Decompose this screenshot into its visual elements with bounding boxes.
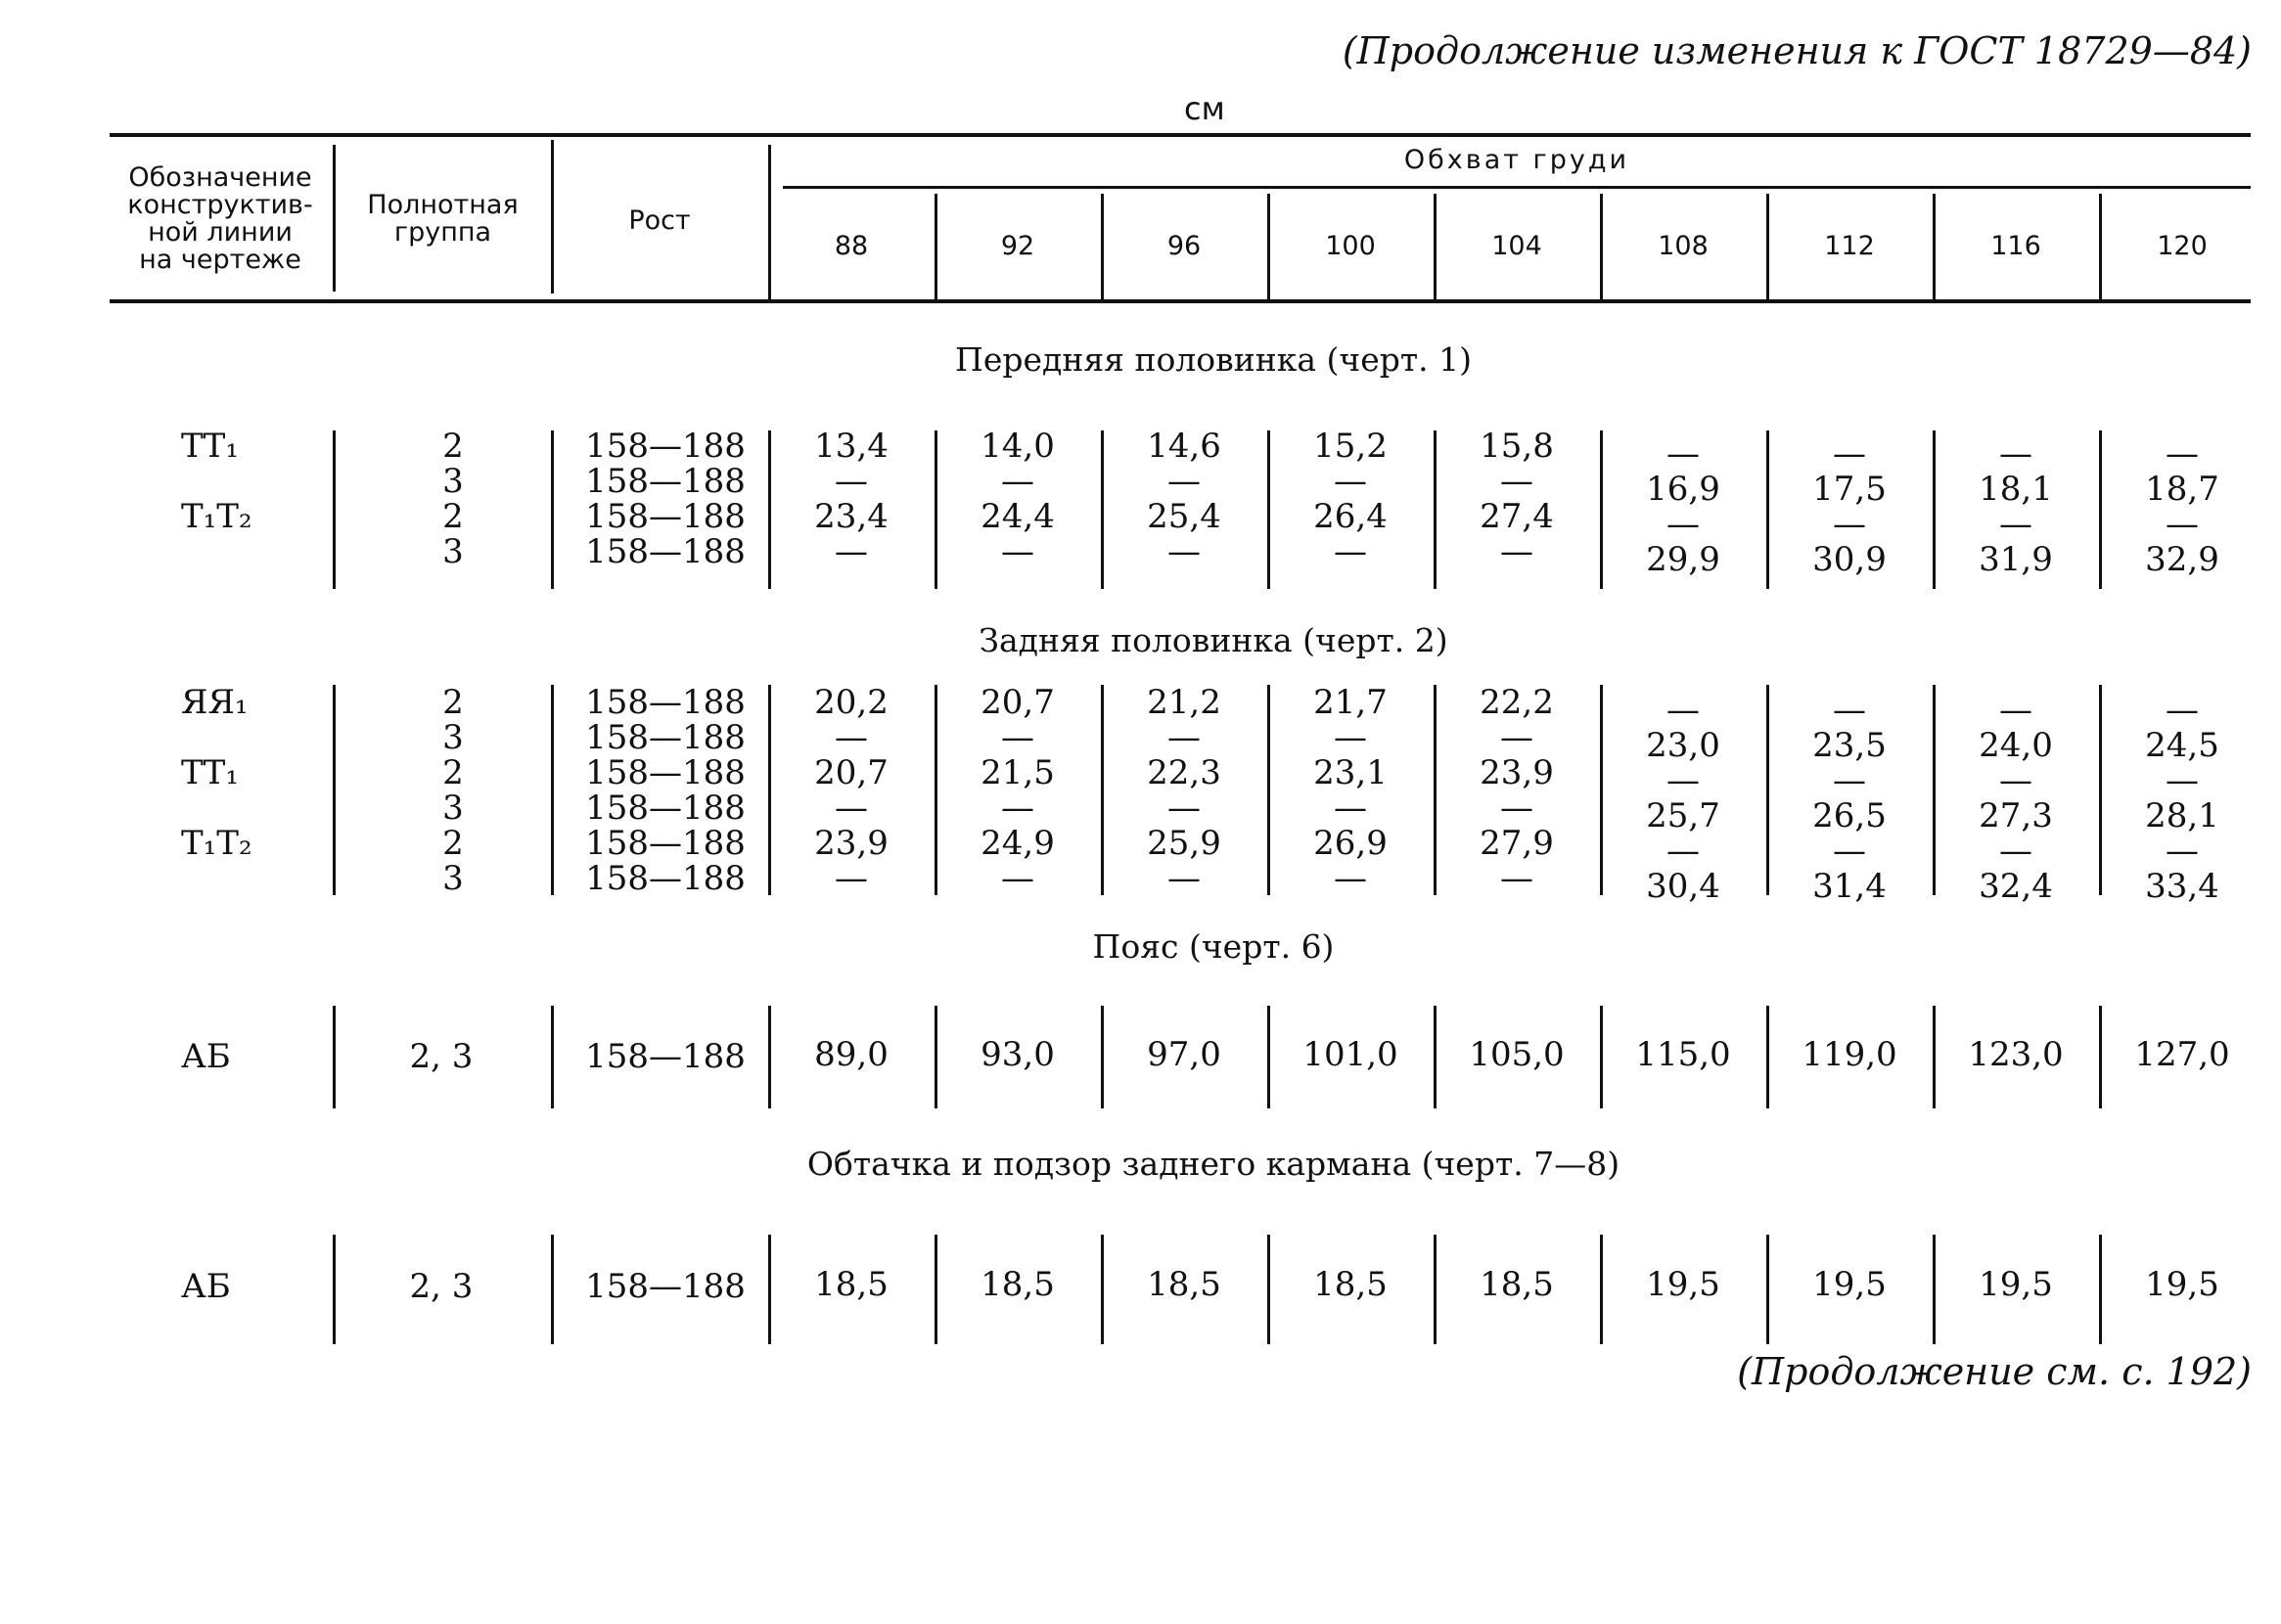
- value-cell: 22,3: [1147, 753, 1221, 792]
- value-cell: 31,4: [1812, 867, 1887, 906]
- size-header-96: 96: [1166, 231, 1202, 261]
- value-cell: 26,9: [1313, 824, 1388, 863]
- front-half-divider: [1766, 430, 1769, 589]
- header-bottom-rule: [110, 299, 2251, 303]
- unit-label: см: [1184, 90, 1225, 127]
- value-cell: —: [2166, 505, 2199, 544]
- back-half-divider: [1101, 685, 1104, 895]
- value-cell: —: [1500, 532, 1533, 571]
- value-cell: —: [1833, 832, 1866, 871]
- back-half-divider: [1267, 685, 1270, 895]
- value-cell: —: [1167, 859, 1201, 898]
- value-cell: 25,7: [1646, 796, 1720, 835]
- value-cell: —: [1999, 691, 2032, 730]
- continuation-note: (Продолжение изменения к ГОСТ 18729—84): [1342, 29, 2252, 72]
- value-cell: 101,0: [1302, 1035, 1398, 1074]
- section-title-front-half: Передняя половинка (черт. 1): [955, 340, 1472, 379]
- value-cell: —: [1001, 718, 1034, 757]
- height-range: 158—188: [585, 753, 746, 792]
- front-half-divider: [333, 430, 336, 589]
- front-half-divider: [768, 430, 771, 589]
- value-cell: 18,1: [1979, 470, 2053, 509]
- value-cell: —: [1167, 718, 1201, 757]
- size-header-108: 108: [1658, 231, 1709, 261]
- row-label: ТТ₁: [181, 753, 239, 792]
- value-cell: —: [2166, 832, 2199, 871]
- value-cell: 24,5: [2145, 726, 2219, 765]
- height-range: 158—188: [585, 718, 746, 757]
- value-cell: —: [1999, 832, 2032, 871]
- value-cell: 30,4: [1646, 867, 1720, 906]
- section-title-pocket-facing: Обтачка и подзор заднего кармана (черт. 7—8): [806, 1145, 1620, 1183]
- value-cell: 18,5: [1147, 1265, 1221, 1304]
- height-range: 158—188: [585, 427, 746, 466]
- front-half-divider: [1267, 430, 1270, 589]
- height-range: 158—188: [585, 462, 746, 501]
- pocket-facing-divider: [1267, 1235, 1270, 1344]
- value-cell: —: [1999, 434, 2032, 474]
- row-label: Т₁Т₂: [181, 497, 252, 536]
- value-cell: 27,4: [1480, 497, 1554, 536]
- size-header-112: 112: [1824, 231, 1875, 261]
- value-cell: 23,5: [1812, 726, 1887, 765]
- fullness-group: 3: [442, 859, 464, 898]
- value-cell: —: [2166, 691, 2199, 730]
- value-cell: 23,0: [1646, 726, 1720, 765]
- value-cell: 23,4: [814, 497, 889, 536]
- value-cell: —: [835, 718, 868, 757]
- value-cell: —: [1001, 859, 1034, 898]
- value-cell: 23,1: [1313, 753, 1388, 792]
- section-title-belt: Пояс (черт. 6): [1092, 927, 1335, 966]
- belt-divider: [1600, 1006, 1603, 1108]
- value-cell: —: [835, 789, 868, 828]
- value-cell: 18,5: [1313, 1265, 1388, 1304]
- value-cell: 119,0: [1802, 1035, 1897, 1074]
- front-half-divider: [551, 430, 554, 589]
- value-cell: 25,4: [1147, 497, 1221, 536]
- fullness-group: 2, 3: [409, 1267, 474, 1306]
- pocket-facing-divider: [1101, 1235, 1104, 1344]
- back-half-divider: [1933, 685, 1936, 895]
- value-cell: 15,8: [1480, 427, 1554, 466]
- belt-divider: [333, 1006, 336, 1108]
- value-cell: —: [1833, 691, 1866, 730]
- section-title-back-half: Задняя половинка (черт. 2): [979, 621, 1448, 659]
- value-cell: 32,4: [1979, 867, 2053, 906]
- fullness-group: 2: [442, 683, 464, 722]
- height-range: 158—188: [585, 532, 746, 571]
- header-height: Рост: [628, 205, 691, 236]
- header-divider: [551, 140, 554, 293]
- value-cell: 89,0: [814, 1035, 889, 1074]
- value-cell: 21,7: [1313, 683, 1388, 722]
- value-cell: 24,4: [981, 497, 1055, 536]
- value-cell: —: [1666, 505, 1700, 544]
- value-cell: —: [1334, 462, 1367, 501]
- pocket-facing-divider: [2099, 1235, 2102, 1344]
- value-cell: 27,3: [1979, 796, 2053, 835]
- row-label: ЯЯ₁: [181, 683, 249, 722]
- value-cell: —: [1001, 462, 1034, 501]
- value-cell: —: [1833, 434, 1866, 474]
- value-cell: 19,5: [1646, 1265, 1720, 1304]
- belt-divider: [1101, 1006, 1104, 1108]
- fullness-group: 3: [442, 462, 464, 501]
- chest-girth-rule: [783, 186, 2251, 189]
- back-half-divider: [333, 685, 336, 895]
- value-cell: 13,4: [814, 427, 889, 466]
- value-cell: 93,0: [981, 1035, 1055, 1074]
- value-cell: 33,4: [2145, 867, 2219, 906]
- pocket-facing-divider: [551, 1235, 554, 1344]
- header-chest-girth: Обхват груди: [1403, 145, 1630, 175]
- footer-note: (Продолжение см. с. 192): [1737, 1350, 2252, 1393]
- value-cell: 18,5: [981, 1265, 1055, 1304]
- pocket-facing-divider: [935, 1235, 937, 1344]
- value-cell: —: [1833, 505, 1866, 544]
- value-cell: —: [835, 859, 868, 898]
- value-cell: —: [1666, 761, 1700, 800]
- fullness-group: 3: [442, 532, 464, 571]
- value-cell: 24,0: [1979, 726, 2053, 765]
- value-cell: 105,0: [1469, 1035, 1565, 1074]
- value-cell: 22,2: [1480, 683, 1554, 722]
- height-range: 158—188: [585, 824, 746, 863]
- back-half-divider: [551, 685, 554, 895]
- header-designation: Обозначение конструктив- ной линии на чертеже: [127, 162, 313, 275]
- belt-divider: [935, 1006, 937, 1108]
- pocket-facing-divider: [768, 1235, 771, 1344]
- value-cell: —: [1666, 434, 1700, 474]
- height-range: 158—188: [585, 1267, 746, 1306]
- value-cell: 18,7: [2145, 470, 2219, 509]
- belt-divider: [1933, 1006, 1936, 1108]
- value-cell: 18,5: [1480, 1265, 1554, 1304]
- fullness-group: 2: [442, 824, 464, 863]
- value-cell: 21,5: [981, 753, 1055, 792]
- fullness-group: 3: [442, 789, 464, 828]
- value-cell: —: [2166, 434, 2199, 474]
- belt-divider: [2099, 1006, 2102, 1108]
- front-half-divider: [935, 430, 937, 589]
- value-cell: 28,1: [2145, 796, 2219, 835]
- front-half-divider: [1933, 430, 1936, 589]
- height-range: 158—188: [585, 859, 746, 898]
- value-cell: 23,9: [814, 824, 889, 863]
- value-cell: —: [1500, 718, 1533, 757]
- value-cell: 97,0: [1147, 1035, 1221, 1074]
- size-header-116: 116: [1990, 231, 2041, 261]
- pocket-facing-divider: [1600, 1235, 1603, 1344]
- back-half-divider: [935, 685, 937, 895]
- value-cell: —: [1167, 789, 1201, 828]
- front-half-divider: [1101, 430, 1104, 589]
- value-cell: —: [1833, 761, 1866, 800]
- height-range: 158—188: [585, 1037, 746, 1076]
- fullness-group: 2: [442, 753, 464, 792]
- value-cell: 26,5: [1812, 796, 1887, 835]
- value-cell: —: [1334, 718, 1367, 757]
- height-range: 158—188: [585, 683, 746, 722]
- value-cell: 32,9: [2145, 540, 2219, 579]
- pocket-facing-divider: [1933, 1235, 1936, 1344]
- value-cell: 21,2: [1147, 683, 1221, 722]
- header-divider: [768, 145, 771, 299]
- fullness-group: 2: [442, 427, 464, 466]
- value-cell: 20,7: [981, 683, 1055, 722]
- front-half-divider: [1434, 430, 1437, 589]
- value-cell: —: [1001, 789, 1034, 828]
- value-cell: 19,5: [1979, 1265, 2053, 1304]
- fullness-group: 2, 3: [409, 1037, 474, 1076]
- value-cell: 17,5: [1812, 470, 1887, 509]
- value-cell: 15,2: [1313, 427, 1388, 466]
- value-cell: —: [1999, 505, 2032, 544]
- belt-divider: [1267, 1006, 1270, 1108]
- belt-divider: [1766, 1006, 1769, 1108]
- value-cell: 20,2: [814, 683, 889, 722]
- value-cell: 31,9: [1979, 540, 2053, 579]
- value-cell: —: [835, 532, 868, 571]
- value-cell: —: [2166, 761, 2199, 800]
- belt-divider: [1434, 1006, 1437, 1108]
- size-header-92: 92: [1000, 231, 1035, 261]
- back-half-divider: [1434, 685, 1437, 895]
- value-cell: 14,6: [1147, 427, 1221, 466]
- value-cell: —: [1334, 789, 1367, 828]
- value-cell: 19,5: [2145, 1265, 2219, 1304]
- value-cell: —: [1500, 789, 1533, 828]
- back-half-divider: [768, 685, 771, 895]
- value-cell: —: [1666, 832, 1700, 871]
- value-cell: —: [1167, 462, 1201, 501]
- row-label: АБ: [181, 1037, 231, 1076]
- front-half-divider: [2099, 430, 2102, 589]
- pocket-facing-divider: [333, 1235, 336, 1344]
- value-cell: —: [1167, 532, 1201, 571]
- size-header-88: 88: [834, 231, 869, 261]
- header-fullness: Полнотная группа: [367, 190, 519, 248]
- value-cell: 19,5: [1812, 1265, 1887, 1304]
- size-header-120: 120: [2157, 231, 2208, 261]
- value-cell: 115,0: [1635, 1035, 1731, 1074]
- row-label: АБ: [181, 1267, 231, 1306]
- belt-divider: [551, 1006, 554, 1108]
- size-header-104: 104: [1491, 231, 1542, 261]
- value-cell: 123,0: [1968, 1035, 2064, 1074]
- value-cell: 25,9: [1147, 824, 1221, 863]
- row-label: Т₁Т₂: [181, 824, 252, 863]
- back-half-divider: [1600, 685, 1603, 895]
- value-cell: 30,9: [1812, 540, 1887, 579]
- value-cell: 20,7: [814, 753, 889, 792]
- fullness-group: 2: [442, 497, 464, 536]
- value-cell: —: [1001, 532, 1034, 571]
- row-label: ТТ₁: [181, 427, 239, 466]
- value-cell: 29,9: [1646, 540, 1720, 579]
- back-half-divider: [2099, 685, 2102, 895]
- height-range: 158—188: [585, 789, 746, 828]
- value-cell: 14,0: [981, 427, 1055, 466]
- value-cell: —: [1500, 462, 1533, 501]
- value-cell: —: [1666, 691, 1700, 730]
- size-header-100: 100: [1325, 231, 1376, 261]
- value-cell: —: [1334, 532, 1367, 571]
- value-cell: 23,9: [1480, 753, 1554, 792]
- back-half-divider: [1766, 685, 1769, 895]
- value-cell: —: [1500, 859, 1533, 898]
- belt-divider: [768, 1006, 771, 1108]
- height-range: 158—188: [585, 497, 746, 536]
- value-cell: 24,9: [981, 824, 1055, 863]
- value-cell: —: [835, 462, 868, 501]
- table-top-rule: [110, 133, 2251, 137]
- header-divider: [333, 145, 336, 292]
- value-cell: 18,5: [814, 1265, 889, 1304]
- value-cell: 127,0: [2134, 1035, 2230, 1074]
- pocket-facing-divider: [1434, 1235, 1437, 1344]
- value-cell: —: [1999, 761, 2032, 800]
- fullness-group: 3: [442, 718, 464, 757]
- value-cell: —: [1334, 859, 1367, 898]
- front-half-divider: [1600, 430, 1603, 589]
- value-cell: 16,9: [1646, 470, 1720, 509]
- value-cell: 27,9: [1480, 824, 1554, 863]
- pocket-facing-divider: [1766, 1235, 1769, 1344]
- value-cell: 26,4: [1313, 497, 1388, 536]
